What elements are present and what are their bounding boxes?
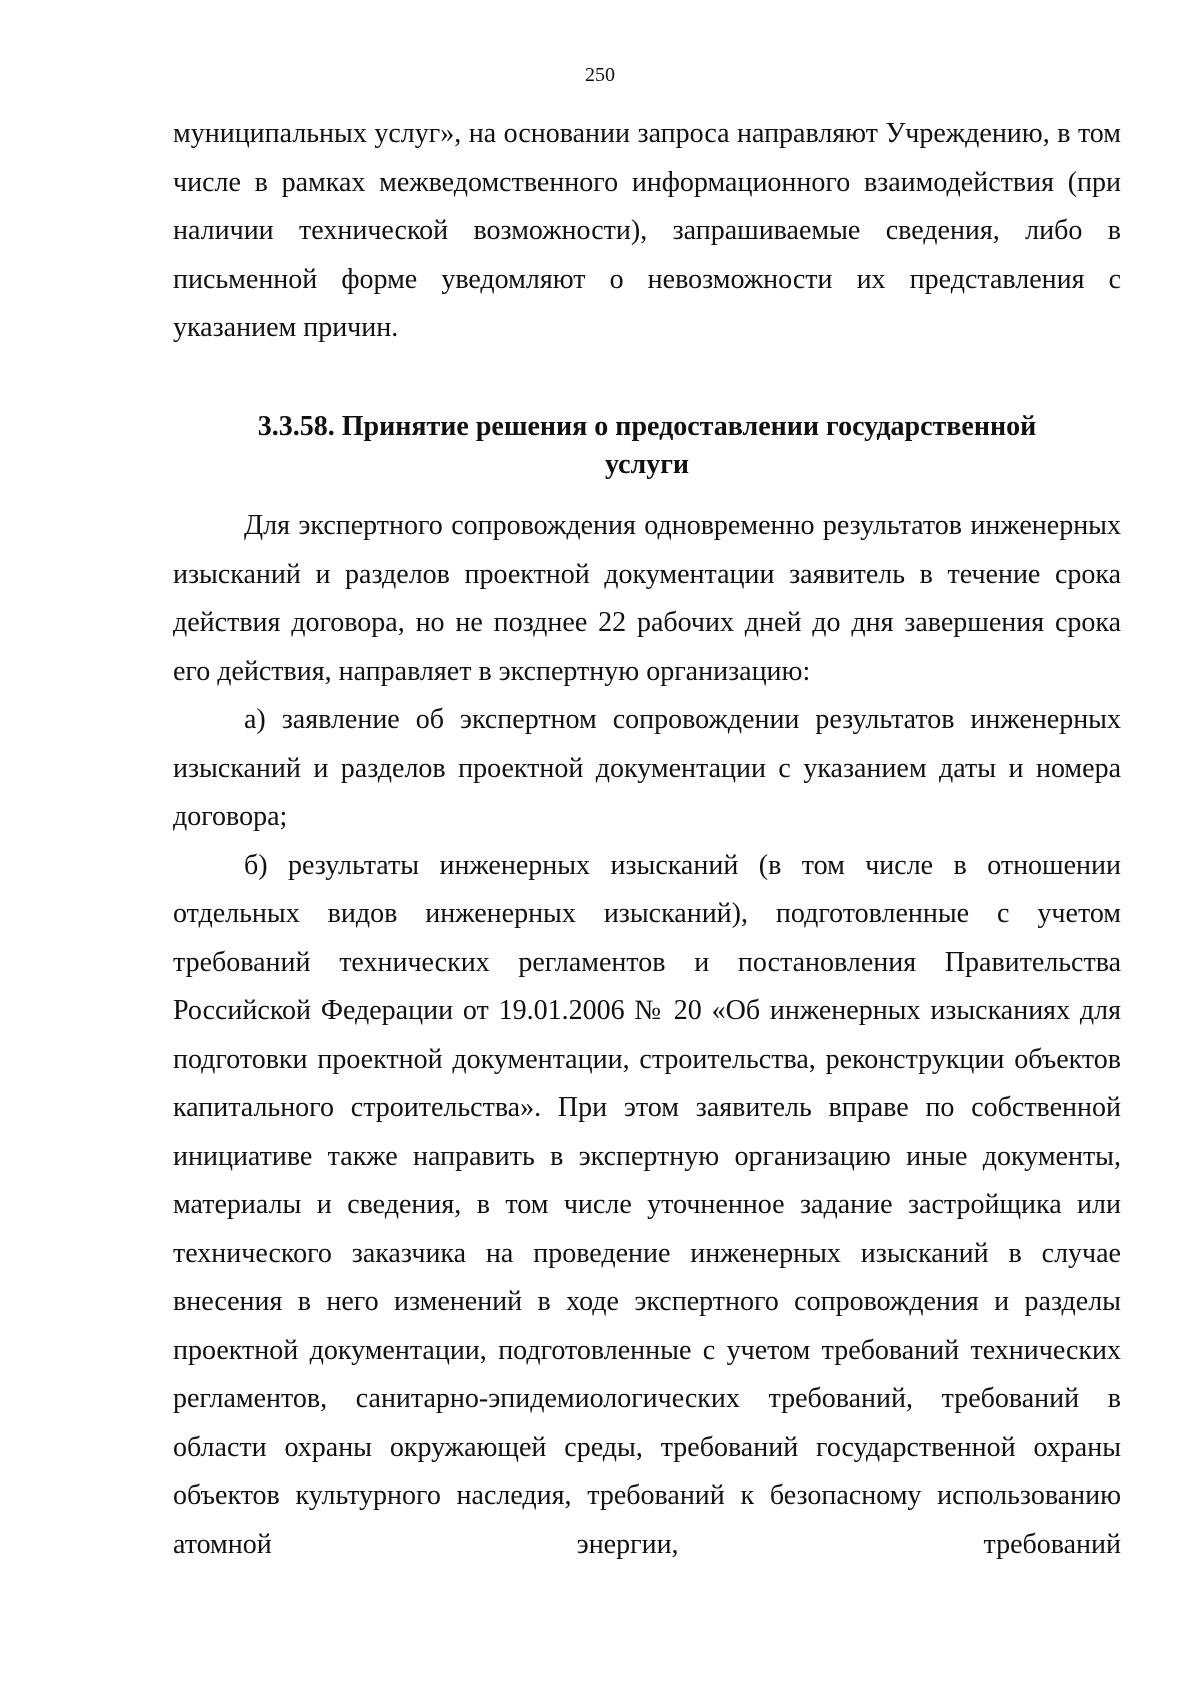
section-heading-line: услуги bbox=[604, 449, 690, 480]
list-item-b: б) результаты инженерных изысканий (в том числе в отношении отдельных видов инженерных изысканий), подготовленные с учетом требований технических регламентов и постановления Правительства Российской Федерации от 19.01.2006 № 20 «Об инженерных изысканиях для подготовки проектной документации, строительства, реконструкции объектов капитального строительства». При этом заявитель вправе по собственной инициативе также направить в экспертную организацию иные документы, материалы и сведения, в том числе уточненное задание застройщика или технического заказчика на проведение инженерных изысканий в случае внесения в него изменений в ходе экспертного сопровождения и разделы проектной документации, подготовленные с учетом требований технических регламентов, санитарно-эпидемиологических требований, требований в области охраны окружающей среды, требований государственной охраны объектов культурного наследия, требований к безопасному использованию атомной энергии, требований bbox=[173, 849, 1121, 1560]
continuation-text bbox=[173, 110, 1121, 353]
section-body bbox=[173, 502, 1121, 1569]
list-item-a: а) заявление об экспертном сопровождении результатов инженерных изысканий и разделов проектной документации с указанием даты и номера договора; bbox=[173, 704, 1121, 832]
paragraph: муниципальных услуг», на основании запроса направляют Учреждению, в том числе в рамках межведомственного информационного взаимодействия (при наличии технической возможности), запрашиваемые сведения, либо в письменной форме уведомляют о невозможности их представления с указанием причин. bbox=[173, 118, 1121, 343]
section-heading-line: 3.3.58. Принятие решения о предоставлении государственной bbox=[257, 411, 1037, 442]
page-number: 250 bbox=[585, 64, 615, 86]
section-heading bbox=[173, 408, 1121, 484]
paragraph: Для экспертного сопровождения одновременно результатов инженерных изысканий и разделов проектной документации заявитель в течение срока действия договора, но не позднее 22 рабочих дней до дня завершения срока его действия, направляет в экспертную организацию: bbox=[173, 510, 1121, 687]
